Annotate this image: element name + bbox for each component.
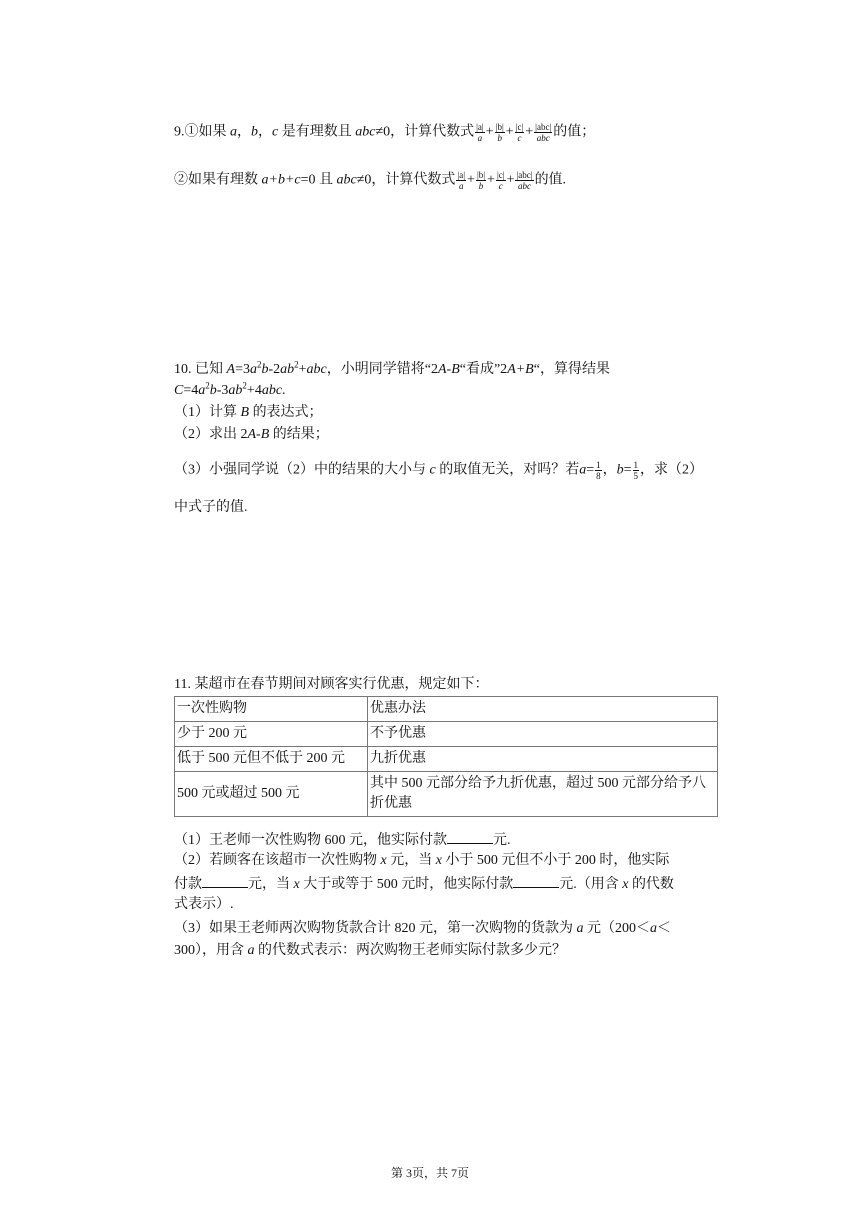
fraction-one-fifth: $\frac{1}{5}$ bbox=[633, 460, 639, 481]
q11-title: 11. 某超市在春节期间对顾客实行优惠，规定如下： bbox=[174, 677, 489, 692]
table-row bbox=[175, 747, 718, 772]
answer-blank[interactable] bbox=[202, 873, 248, 888]
fraction-c-2: $\frac{|c|}{c}$ bbox=[496, 170, 505, 191]
fraction-c: $\frac{|c|}{c}$ bbox=[515, 122, 524, 143]
table-cell: 低于 500 元但不低于 200 元 bbox=[175, 747, 368, 772]
fraction-b-2: $\frac{|b|}{b}$ bbox=[476, 170, 486, 191]
table-header-cell: 优惠办法 bbox=[368, 697, 718, 722]
fraction-abc: $\frac{\text{|abc|}}{\text{abc}}$ bbox=[535, 122, 552, 143]
q11-sub3-line2: 300），用含 a 的代数式表示：两次购物王老师实际付款多少元？ bbox=[174, 943, 566, 958]
q10-line1: 10. 已知 $A=3a^2b-2ab^2+abc$，小明同学错将“2A-B“看成”2A+B“，算得结果 bbox=[174, 359, 610, 377]
fraction-a: $\frac{|a|}{a}$ bbox=[476, 122, 484, 143]
answer-blank[interactable] bbox=[447, 829, 493, 844]
q9-line2: ②如果有理数 a+b+c=0 且 abc≠0，计算代数式 $\frac{|a|}{a}$ + $\frac{|b|}{b}$ + $\frac{|c|}{c}$ + $\frac{\text{|abc|}}{\text{abc}}$ 的值. bbox=[174, 170, 567, 191]
q10-sub2: （2）求出 2A-B 的结果； bbox=[174, 427, 329, 442]
table-cell: 少于 200 元 bbox=[175, 722, 368, 747]
table-row bbox=[175, 722, 718, 747]
fraction-abc-2: $\frac{\text{|abc|}}{\text{abc}}$ bbox=[516, 170, 533, 191]
q10-sub3-line2: 中式子的值. bbox=[174, 500, 248, 515]
q11-sub2: （2）若顾客在该超市一次性购物 x 元，当 x 小于 500 元但不小于 200 时，他实际 bbox=[174, 853, 670, 868]
q10-sub3: （3）小强同学说（2）中的结果的大小与 c 的取值无关，对吗？若a= $\frac{1}{8}$ ，b= $\frac{1}{5}$ ，求（2） bbox=[174, 460, 704, 481]
q11-sub3: （3）如果王老师两次购物货款合计 820 元，第一次购物的货款为 a 元（200＜a＜ bbox=[174, 921, 671, 936]
fraction-a-2: $\frac{|a|}{a}$ bbox=[457, 170, 466, 191]
table-header-cell: 一次性购物 bbox=[175, 697, 368, 722]
q11-sub2-line3: 式表示）. bbox=[174, 897, 234, 912]
table-cell: 其中 500 元部分给予九折优惠，超过 500 元部分给予八折优惠 bbox=[368, 772, 718, 817]
q10-sub1: （1）计算 B 的表达式； bbox=[174, 405, 323, 420]
table-cell: 500 元或超过 500 元 bbox=[175, 772, 368, 817]
fraction-one-eighth: $\frac{1}{8}$ bbox=[596, 460, 601, 481]
q11-sub1: （1）王老师一次性购物 600 元，他实际付款 元. bbox=[174, 829, 511, 851]
answer-blank[interactable] bbox=[513, 873, 559, 888]
q11-sub2-line2: 付款 元，当 x 大于或等于 500 元时，他实际付款 元.（用含 x 的代数 bbox=[174, 873, 674, 895]
table-cell: 九折优惠 bbox=[368, 747, 718, 772]
page-footer: 第 3页，共 7页 bbox=[390, 1166, 469, 1180]
q9-line1: 9.①如果 a，b，c 是有理数且 abc≠0，计算代数式 $\frac{|a|}{a}$ + $\frac{|b|}{b}$ + $\frac{|c|}{c}$ + $\frac{\text{|abc|}}{\text{abc}}$ 的值； bbox=[174, 122, 596, 143]
fraction-b: $\frac{|b|}{b}$ bbox=[495, 122, 504, 143]
discount-table bbox=[174, 696, 718, 817]
q10-line2: $C=4a^2b-3ab^2+4abc$. bbox=[174, 380, 286, 398]
table-row bbox=[175, 772, 718, 817]
table-cell: 不予优惠 bbox=[368, 722, 718, 747]
table-header-row bbox=[175, 697, 718, 722]
